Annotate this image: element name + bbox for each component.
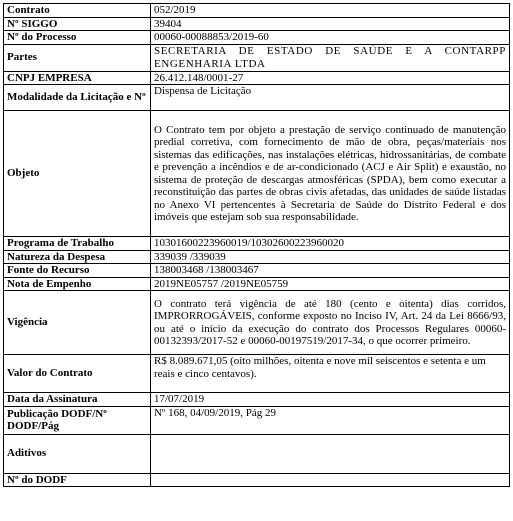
value-fonte: 138003468 /138003467 bbox=[151, 264, 510, 278]
value-processo: 00060-00088853/2019-60 bbox=[151, 31, 510, 45]
row-objeto bbox=[4, 111, 510, 237]
label-assinatura: Data da Assinatura bbox=[4, 393, 151, 407]
row-partes bbox=[4, 44, 510, 71]
label-empenho: Nota de Empenho bbox=[4, 277, 151, 291]
row-natureza bbox=[4, 250, 510, 264]
value-contrato: 052/2019 bbox=[151, 4, 510, 18]
label-vigencia: Vigência bbox=[4, 291, 151, 355]
value-assinatura: 17/07/2019 bbox=[151, 393, 510, 407]
value-aditivos bbox=[151, 434, 510, 473]
label-contrato: Contrato bbox=[4, 4, 151, 18]
value-valor: R$ 8.089.671,05 (oito milhões, oitenta e nove mil seiscentos e setenta e um reais e cinco centavos). bbox=[151, 355, 510, 393]
label-aditivos: Aditivos bbox=[4, 434, 151, 473]
value-publicacao: Nº 168, 04/09/2019, Pág 29 bbox=[151, 406, 510, 434]
row-empenho bbox=[4, 277, 510, 291]
value-programa: 10301600223960019/10302600223960020 bbox=[151, 237, 510, 251]
row-dodf bbox=[4, 473, 510, 487]
label-cnpj: CNPJ EMPRESA bbox=[4, 71, 151, 85]
label-partes: Partes bbox=[4, 44, 151, 71]
row-fonte bbox=[4, 264, 510, 278]
value-natureza: 339039 /339039 bbox=[151, 250, 510, 264]
label-programa: Programa de Trabalho bbox=[4, 237, 151, 251]
label-fonte: Fonte do Recurso bbox=[4, 264, 151, 278]
row-assinatura bbox=[4, 393, 510, 407]
label-processo: Nº do Processo bbox=[4, 31, 151, 45]
label-natureza: Natureza da Despesa bbox=[4, 250, 151, 264]
value-objeto: O Contrato tem por objeto a prestação de serviço continuado de manutenção predial corretiva, com fornecimento de mão de obra, peças/materiais nos sistemas das edificações, nas instalações elétricas, hidrossanitárias, de combate e prevenção a incêndios e de ar-condicionado (ACJ e Air Split) e exaustão, no sistema de proteção de descargas atmosféricas (SPDA), bem como executar a reconstituição das partes de obras civis afetadas, das unidades de saúde listadas no Anexo VI pertencentes à Secretaria de Saúde do Distrito Federal e dos imóveis que estejam sob sua responsabilidade. bbox=[151, 111, 510, 237]
value-partes: SECRETARIA DE ESTADO DE SAÚDE E A CONTARPP ENGENHARIA LTDA bbox=[151, 44, 510, 71]
row-processo bbox=[4, 31, 510, 45]
row-vigencia bbox=[4, 291, 510, 355]
row-valor bbox=[4, 355, 510, 393]
value-modalidade: Dispensa de Licitação bbox=[151, 85, 510, 111]
value-cnpj: 26.412.148/0001-27 bbox=[151, 71, 510, 85]
label-objeto: Objeto bbox=[4, 111, 151, 237]
row-contrato bbox=[4, 4, 510, 18]
label-siggo: Nº SIGGO bbox=[4, 17, 151, 31]
row-siggo bbox=[4, 17, 510, 31]
value-vigencia: O contrato terá vigência de até 180 (cento e oitenta) dias corridos, IMPRORROGÁVEIS, conforme exposto no Inciso IV, Art. 24 da Lei 8666/93, ou até o início da execução do contrato dos Processos Regulares 00060-00132393/2017-52 e 00060-00197519/2017-34, o que ocorrer primeiro. bbox=[151, 291, 510, 355]
label-dodf: Nº do DODF bbox=[4, 473, 151, 487]
contract-summary-table bbox=[3, 3, 510, 487]
value-siggo: 39404 bbox=[151, 17, 510, 31]
row-publicacao bbox=[4, 406, 510, 434]
row-aditivos bbox=[4, 434, 510, 473]
row-cnpj bbox=[4, 71, 510, 85]
value-empenho: 2019NE05757 /2019NE05759 bbox=[151, 277, 510, 291]
row-modalidade bbox=[4, 85, 510, 111]
label-modalidade: Modalidade da Licitação e Nº bbox=[4, 85, 151, 111]
label-valor: Valor do Contrato bbox=[4, 355, 151, 393]
value-dodf bbox=[151, 473, 510, 487]
row-programa bbox=[4, 237, 510, 251]
label-publicacao: Publicação DODF/Nº DODF/Pág bbox=[4, 406, 151, 434]
